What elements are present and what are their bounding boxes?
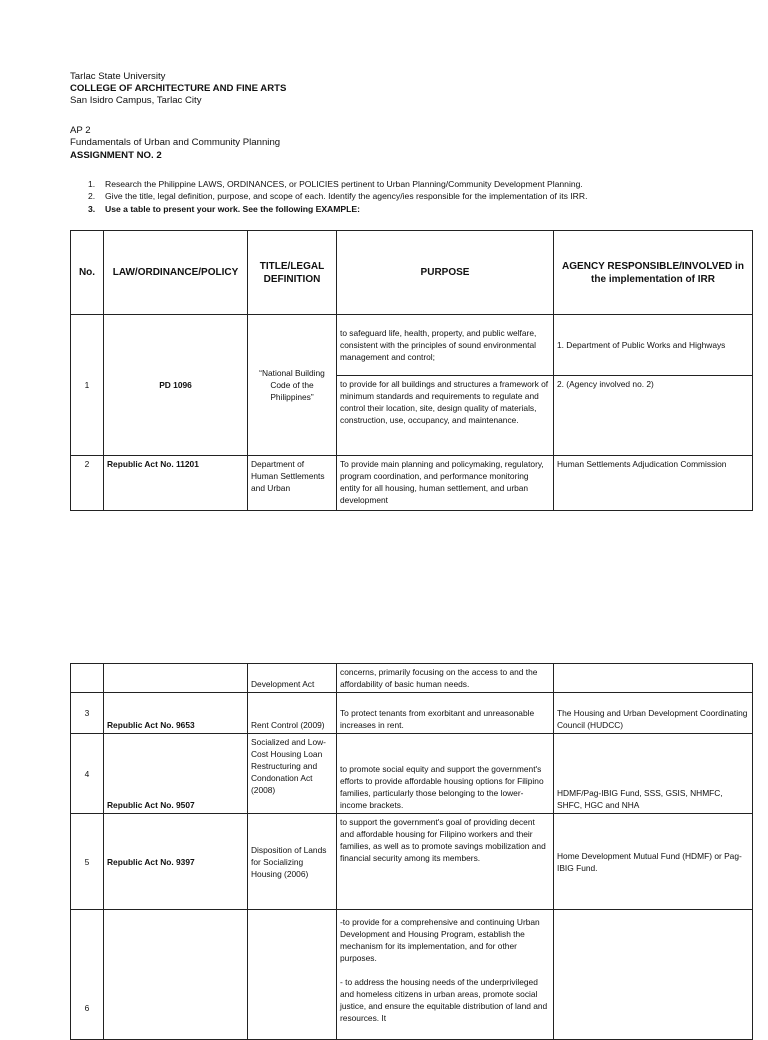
law-name: Republic Act No. 9653 bbox=[104, 693, 248, 734]
col-header-agency: AGENCY RESPONSIBLE/INVOLVED in the implementation of IRR bbox=[554, 231, 753, 315]
law-title: Disposition of Lands for Socializing Housing (2006) bbox=[248, 814, 337, 910]
purpose-text: To provide main planning and policymaking, regulatory, program coordination, and performance monitoring entity for all housing, human settlement, and urban development bbox=[337, 456, 554, 511]
col-header-no: No. bbox=[71, 231, 104, 315]
agency-text: Home Development Mutual Fund (HDMF) or Pag-IBIG Fund. bbox=[554, 814, 753, 910]
agency-text: The Housing and Urban Development Coordinating Council (HUDCC) bbox=[554, 693, 753, 734]
table-row bbox=[71, 664, 753, 693]
instruction-item: 2. Give the title, legal definition, purpose, and scope of each. Identify the agency/ies responsible for the implementation of its IRR. bbox=[88, 191, 588, 202]
purpose-text: to promote social equity and support the government's efforts to provide affordable housing options for Filipino families, particularly those belonging to the lower-income brackets. bbox=[337, 734, 554, 814]
law-title: Rent Control (2009) bbox=[248, 693, 337, 734]
agency-text: 1. Department of Public Works and Highways bbox=[554, 315, 753, 376]
table-header-row bbox=[71, 231, 753, 315]
purpose-text: to safeguard life, health, property, and public welfare, consistent with the principles of sound environmental management and control; bbox=[337, 315, 554, 376]
law-title: “National Building Code of the Philippines” bbox=[248, 315, 337, 456]
instruction-item: 1. Research the Philippine LAWS, ORDINANCES, or POLICIES pertinent to Urban Planning/Community Development Planning. bbox=[88, 179, 583, 189]
agency-text: Human Settlements Adjudication Commission bbox=[554, 456, 753, 511]
law-name: Republic Act No. 9397 bbox=[104, 814, 248, 910]
purpose-text: To protect tenants from exorbitant and unreasonable increases in rent. bbox=[337, 693, 554, 734]
row-number: 1 bbox=[71, 315, 104, 456]
campus-name: San Isidro Campus, Tarlac City bbox=[70, 95, 202, 106]
agency-text: 2. (Agency involved no. 2) bbox=[554, 376, 753, 456]
table-row bbox=[71, 315, 753, 376]
purpose-text: -to provide for a comprehensive and continuing Urban Development and Housing Program, establish the mechanism for its implementation, and for other purposes. - to address the housing needs of the underprivileged and homeless citizens in urban areas, promote social justice, and ensure the equitable distribution of land and resources. It bbox=[337, 910, 554, 1040]
table-row bbox=[71, 814, 753, 910]
law-title: Department of Human Settlements and Urban bbox=[248, 456, 337, 511]
law-name: PD 1096 bbox=[104, 315, 248, 456]
purpose-text: to support the government's goal of providing decent and affordable housing for Filipino workers and their families, as well as to promote savings mobilization and financial security among its members. bbox=[337, 814, 554, 910]
row-number: 6 bbox=[71, 910, 104, 1040]
table-row bbox=[71, 693, 753, 734]
law-name: Republic Act No. 9507 bbox=[104, 734, 248, 814]
university-name: Tarlac State University bbox=[70, 71, 166, 82]
law-table-page-2 bbox=[70, 663, 753, 1040]
assignment-title: ASSIGNMENT NO. 2 bbox=[70, 150, 162, 161]
col-header-title: TITLE/LEGAL DEFINITION bbox=[248, 231, 337, 315]
course-title: Fundamentals of Urban and Community Planning bbox=[70, 137, 281, 148]
table-row bbox=[71, 734, 753, 814]
purpose-text: concerns, primarily focusing on the access to and the affordability of basic human needs. bbox=[337, 664, 554, 693]
purpose-text: to provide for all buildings and structures a framework of minimum standards and requirements to regulate and control their location, site, design quality of materials, construction, use, occupancy, and maintenance. bbox=[337, 376, 554, 456]
instructions-list bbox=[88, 178, 587, 215]
row-number: 5 bbox=[71, 814, 104, 910]
law-name: Republic Act No. 11201 bbox=[104, 456, 248, 511]
law-title: Socialized and Low-Cost Housing Loan Restructuring and Condonation Act (2008) bbox=[248, 734, 337, 814]
table-row bbox=[71, 456, 753, 511]
law-title: Development Act bbox=[248, 664, 337, 693]
row-number: 4 bbox=[71, 734, 104, 814]
law-table-page-1 bbox=[70, 230, 753, 511]
table-row bbox=[71, 910, 753, 1040]
col-header-law: LAW/ORDINANCE/POLICY bbox=[104, 231, 248, 315]
row-number: 3 bbox=[71, 693, 104, 734]
agency-text: HDMF/Pag-IBIG Fund, SSS, GSIS, NHMFC, SHFC, HGC and NHA bbox=[554, 734, 753, 814]
course-code: AP 2 bbox=[70, 125, 91, 136]
row-number: 2 bbox=[71, 456, 104, 511]
college-name: COLLEGE OF ARCHITECTURE AND FINE ARTS bbox=[70, 83, 287, 94]
instruction-item: 3. Use a table to present your work. See the following EXAMPLE: bbox=[88, 203, 361, 214]
col-header-purpose: PURPOSE bbox=[337, 231, 554, 315]
